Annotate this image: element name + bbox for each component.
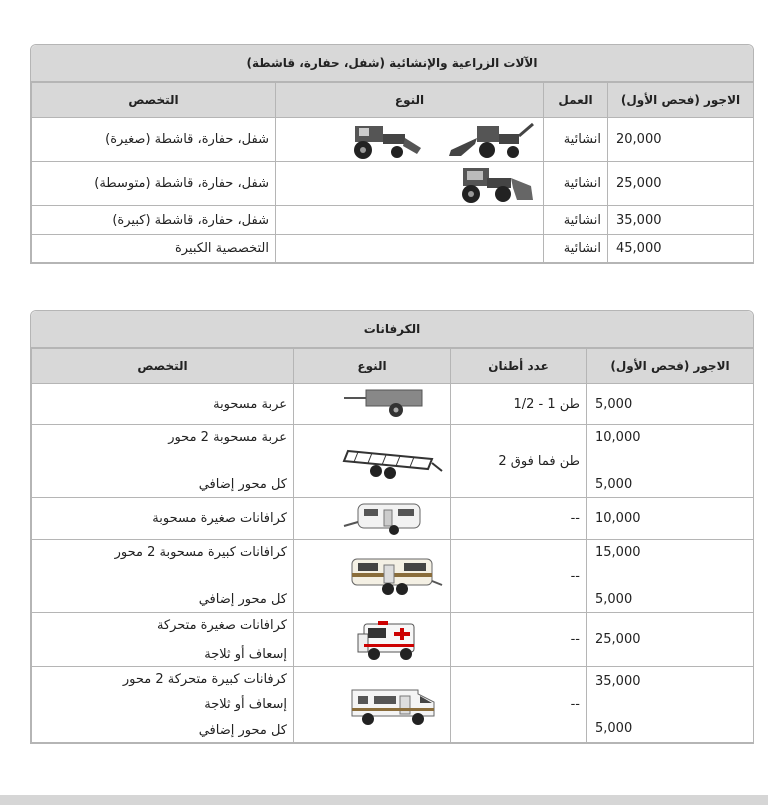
caravans-table (30, 310, 754, 744)
small-trailer-image (294, 384, 451, 425)
bottom-scroll-bar (0, 795, 768, 805)
spec-main: كرافانات صغيرة متحركة (156, 617, 287, 633)
table-row (32, 425, 754, 498)
spec-cell (32, 425, 294, 498)
fee-cell: 5,000 (587, 384, 754, 425)
fee-cell (587, 667, 754, 743)
table-row (32, 667, 754, 743)
spec-extra-axle: كل محور إضافي (198, 722, 287, 738)
spec-main: كرافانات كبيرة مسحوبة 2 محور (114, 545, 287, 560)
spec-sub: إسعاف أو ثلاجة (204, 646, 287, 662)
header-fee: الاجور (فحص الأول) (608, 83, 754, 118)
loader-image (276, 162, 544, 206)
table-row (32, 235, 754, 263)
work-cell: انشائية (544, 118, 608, 162)
table-row (32, 162, 754, 206)
header-type: النوع (294, 349, 451, 384)
spec-extra-axle: كل محور إضافي (198, 477, 287, 492)
header-fee: الاجور (فحص الأول) (587, 349, 754, 384)
spec-cell (32, 540, 294, 613)
spec-cell (32, 667, 294, 743)
table-header-row (32, 83, 754, 118)
spec-cell: عربة مسحوبة (32, 384, 294, 425)
fee-extra-axle: 5,000 (595, 592, 633, 607)
caravans-table-title: الكرفانات (31, 311, 753, 348)
work-cell: انشائية (544, 206, 608, 235)
table-row (32, 540, 754, 613)
spec-cell (32, 613, 294, 667)
caravans-fees-table (31, 348, 754, 743)
tons-cell: -- (451, 540, 587, 613)
table-row (32, 118, 754, 162)
tons-cell: -- (451, 667, 587, 743)
tons-cell: طن 1 - 1/2 (451, 384, 587, 425)
large-caravan-image (294, 540, 451, 613)
fee-value: 10,000 (595, 430, 641, 445)
work-cell: انشائية (544, 235, 608, 263)
machinery-fees-table (31, 82, 754, 263)
spec-extra-axle: كل محور إضافي (198, 592, 287, 607)
spec-sub: إسعاف أو ثلاجة (204, 697, 287, 712)
spec-cell: شفل، حفارة، قاشطة (كبيرة) (32, 206, 276, 235)
fee-cell: 10,000 (587, 498, 754, 540)
fee-cell (587, 540, 754, 613)
motorhome-image (294, 667, 451, 743)
fee-value: 35,000 (595, 673, 641, 689)
header-spec: التخصص (32, 349, 294, 384)
work-cell: انشائية (544, 162, 608, 206)
spec-cell: شفل، حفارة، قاشطة (متوسطة) (32, 162, 276, 206)
fee-value: 15,000 (595, 545, 641, 560)
type-cell (276, 235, 544, 263)
fee-extra-axle: 5,000 (595, 477, 633, 492)
header-work: العمل (544, 83, 608, 118)
type-cell (276, 206, 544, 235)
tons-cell: -- (451, 498, 587, 540)
spec-main: كرفانات كبيرة متحركة 2 محور (122, 671, 287, 687)
tons-cell: -- (451, 613, 587, 667)
fee-cell: 25,000 (587, 613, 754, 667)
table-row (32, 206, 754, 235)
machinery-table (30, 44, 754, 264)
header-tons: عدد أطنان (451, 349, 587, 384)
header-spec: التخصص (32, 83, 276, 118)
fee-cell (587, 425, 754, 498)
header-type: النوع (276, 83, 544, 118)
fee-cell: 45,000 (608, 235, 754, 263)
machinery-table-title: الآلات الزراعية والإنشائية (شفل، حفارة، قاشطة) (31, 45, 753, 82)
spec-cell: شفل، حفارة، قاشطة (صغيرة) (32, 118, 276, 162)
fee-cell: 25,000 (608, 162, 754, 206)
ambulance-image (294, 613, 451, 667)
tons-cell: طن فما فوق 2 (451, 425, 587, 498)
fee-cell: 20,000 (608, 118, 754, 162)
table-row (32, 384, 754, 425)
tractor-and-backhoe-image (276, 118, 544, 162)
spec-cell: التخصصية الكبيرة (32, 235, 276, 263)
fee-cell: 35,000 (608, 206, 754, 235)
table-row (32, 498, 754, 540)
small-caravan-image (294, 498, 451, 540)
spec-main: عربة مسحوبة 2 محور (168, 430, 287, 445)
spec-cell: كرافانات صغيرة مسحوبة (32, 498, 294, 540)
flatbed-trailer-image (294, 425, 451, 498)
table-header-row (32, 349, 754, 384)
table-row (32, 613, 754, 667)
fee-extra-axle: 5,000 (595, 720, 633, 736)
